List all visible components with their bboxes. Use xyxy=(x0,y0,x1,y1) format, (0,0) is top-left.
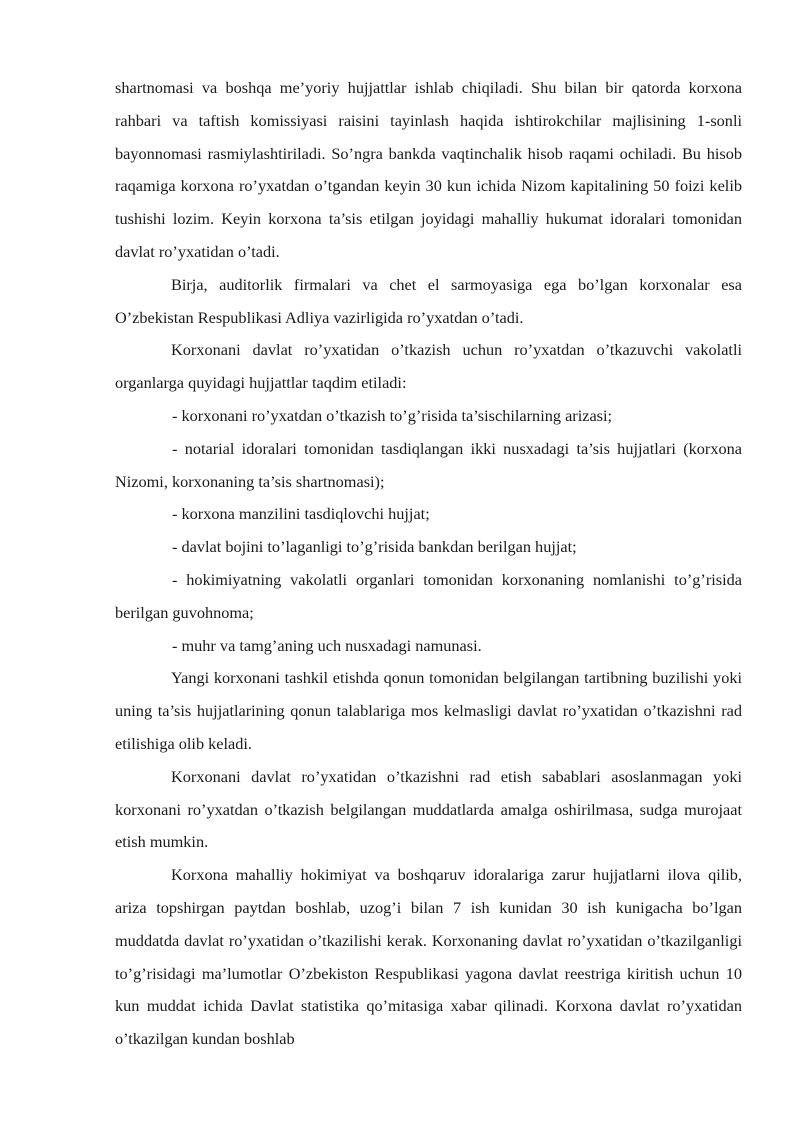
list-item: - korxona manzilini tasdiqlovchi hujjat; xyxy=(172,504,430,524)
list-item: - muhr va tamg’aning uch nusxadagi namunasi. xyxy=(172,635,482,655)
paragraph-registration-terms: Korxona mahalliy hokimiyat va boshqaruv idoralariga zarur hujjatlarni ilova qilib, ariza topshirgan paytdan boshlab, uzog’i bilan 7 ish kunidan 30 ish kunigacha bo’lgan muddatda davlat ro’yxatidan o’tkazilishi kerak. Korxonaning davlat ro’yxatidan o’tkazilganligi to’g’risidagi ma’lumotlar O’zbekiston Respublikasi yagona davlat reestriga kiritish uchun 10 kun muddat ichida Davlat statistika qo’mitasiga xabar qilinadi. Korxona davlat ro’yxatidan o’tkazilgan kundan boshlab xyxy=(115,865,742,1049)
list-item: - korxonani ro’yxatdan o’tkazish to’g’risida ta’sischilarning arizasi; xyxy=(172,405,613,425)
paragraph-birja: Birja, auditorlik firmalari va chet el sarmoyasiga ega bo’lgan korxonalar esa O’zbekistan Respublikasi Adliya vazirligida ro’yxatdan o’tadi. xyxy=(115,274,742,327)
document-page xyxy=(115,72,742,1056)
paragraph-violation: Yangi korxonani tashkil etishda qonun tomonidan belgilangan tartibning buzilishi yoki uning ta’sis hujjatlarining qonun talablariga mos kelmasligi davlat ro’yxatidan o’tkazishni rad etilishiga olib keladi. xyxy=(115,668,742,753)
paragraph-continuation: shartnomasi va boshqa me’yoriy hujjattlar ishlab chiqiladi. Shu bilan bir qatorda korxona rahbari va taftish komissiyasi raisini tayinlash haqida ishtirokchilar majlisining 1-sonli bayonnomasi rasmiylashtiriladi. So’ngra bankda vaqtinchalik hisob raqami ochiladi. Bu hisob raqamiga korxona ro’yxatdan o’tgandan keyin 30 kun ichida Nizom kapitalining 50 foizi kelib tushishi lozim. Keyin korxona ta’sis etilgan joyidagi mahalliy hukumat idoralari tomonidan davlat ro’yxatidan o’tadi. xyxy=(115,78,742,261)
paragraph-required-documents-intro: Korxonani davlat ro’yxatidan o’tkazish uchun ro’yxatdan o’tkazuvchi vakolatli organlarga quyidagi hujjattlar taqdim etiladi: xyxy=(115,340,742,393)
list-item: - notarial idoralari tomonidan tasdiqlangan ikki nusxadagi ta’sis hujjatlari (korxona Nizomi, korxonaning ta’sis shartnomasi); xyxy=(115,438,742,491)
list-item: - davlat bojini to’laganligi to’g’risida bankdan berilgan hujjat; xyxy=(172,537,577,557)
paragraph-refusal-appeal: Korxonani davlat ro’yxatidan o’tkazishni rad etish sabablari asoslanmagan yoki korxonani ro’yxatdan o’tkazish belgilangan muddatlarda amalga oshirilmasa, sudga murojaat etish mumkin. xyxy=(115,766,742,852)
list-item: - hokimiyatning vakolatli organlari tomonidan korxonaning nomlanishi to’g’risida berilgan guvohnoma; xyxy=(115,569,742,622)
